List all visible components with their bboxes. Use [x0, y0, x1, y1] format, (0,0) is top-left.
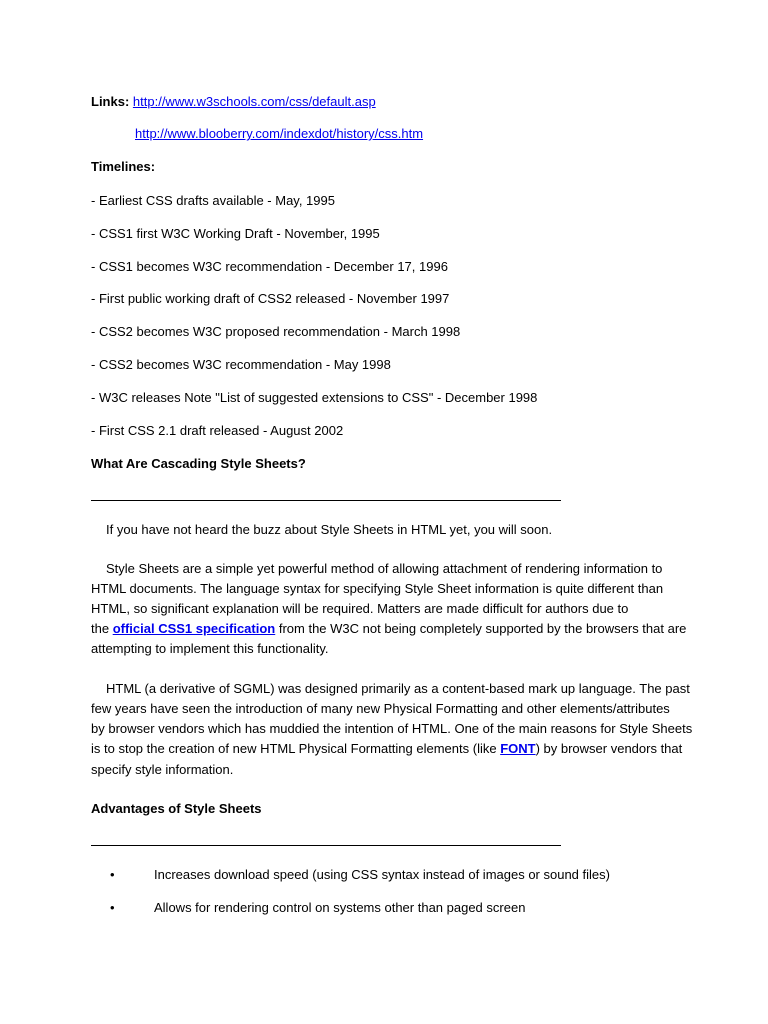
paragraph-line [91, 621, 686, 637]
paragraph-line: HTML documents. The language syntax for specifying Style Sheet information is quite different than [91, 581, 664, 596]
text-run: ) by browser vendors that [535, 741, 683, 756]
timeline-item: - Earliest CSS drafts available - May, 1995 [91, 193, 335, 208]
paragraph-line: by browser vendors which has muddied the intention of HTML. One of the main reasons for Style Sheets [91, 721, 693, 736]
paragraph-line: Style Sheets are a simple yet powerful method of allowing attachment of rendering information to [106, 561, 663, 576]
timeline-item: - W3C releases Note "List of suggested extensions to CSS" - December 1998 [91, 390, 538, 405]
list-item [110, 900, 525, 916]
paragraph-line: If you have not heard the buzz about Style Sheets in HTML yet, you will soon. [106, 522, 553, 537]
section-heading-advantages: Advantages of Style Sheets [91, 801, 262, 816]
link-official-css1-specification[interactable]: official CSS1 specification [112, 621, 276, 636]
timeline-item: - CSS1 becomes W3C recommendation - December 17, 1996 [91, 259, 448, 274]
timeline-item: - CSS1 first W3C Working Draft - November, 1995 [91, 226, 380, 241]
list-item-text: Increases download speed (using CSS syntax instead of images or sound files) [154, 867, 610, 882]
timelines-heading: Timelines: [91, 159, 156, 174]
link-font[interactable]: FONT [500, 741, 536, 756]
text-run: the [91, 621, 113, 636]
links-line [91, 94, 376, 110]
paragraph-line [91, 741, 682, 757]
timeline-item: - First CSS 2.1 draft released - August 2002 [91, 423, 344, 438]
timeline-item: - CSS2 becomes W3C recommendation - May 1998 [91, 357, 391, 372]
text-run: is to stop the creation of new HTML Physical Formatting elements (like [91, 741, 501, 756]
bullet-icon: • [110, 900, 115, 915]
section-heading-what-are: What Are Cascading Style Sheets? [91, 456, 306, 471]
timeline-item: - CSS2 becomes W3C proposed recommendation - March 1998 [91, 324, 461, 339]
link-blooberry[interactable]: http://www.blooberry.com/indexdot/history/css.htm [135, 126, 424, 141]
paragraph-line: specify style information. [91, 762, 234, 777]
links-line-2 [135, 126, 423, 142]
list-item-text: Allows for rendering control on systems other than paged screen [154, 900, 526, 915]
link-w3schools[interactable]: http://www.w3schools.com/css/default.asp [132, 94, 376, 109]
section-divider [91, 500, 561, 501]
bullet-icon: • [110, 867, 115, 882]
links-label: Links: [91, 94, 133, 109]
section-divider [91, 845, 561, 846]
list-item [110, 867, 610, 883]
timeline-item: - First public working draft of CSS2 released - November 1997 [91, 291, 450, 306]
paragraph-line: attempting to implement this functionality. [91, 641, 329, 656]
paragraph-line: HTML (a derivative of SGML) was designed primarily as a content-based mark up language. The past [106, 681, 690, 696]
text-run: from the W3C not being completely supported by the browsers that are [275, 621, 687, 636]
paragraph-line: HTML, so significant explanation will be required. Matters are made difficult for authors due to [91, 601, 629, 616]
paragraph-line: few years have seen the introduction of many new Physical Formatting and other elements/attributes [91, 701, 670, 716]
